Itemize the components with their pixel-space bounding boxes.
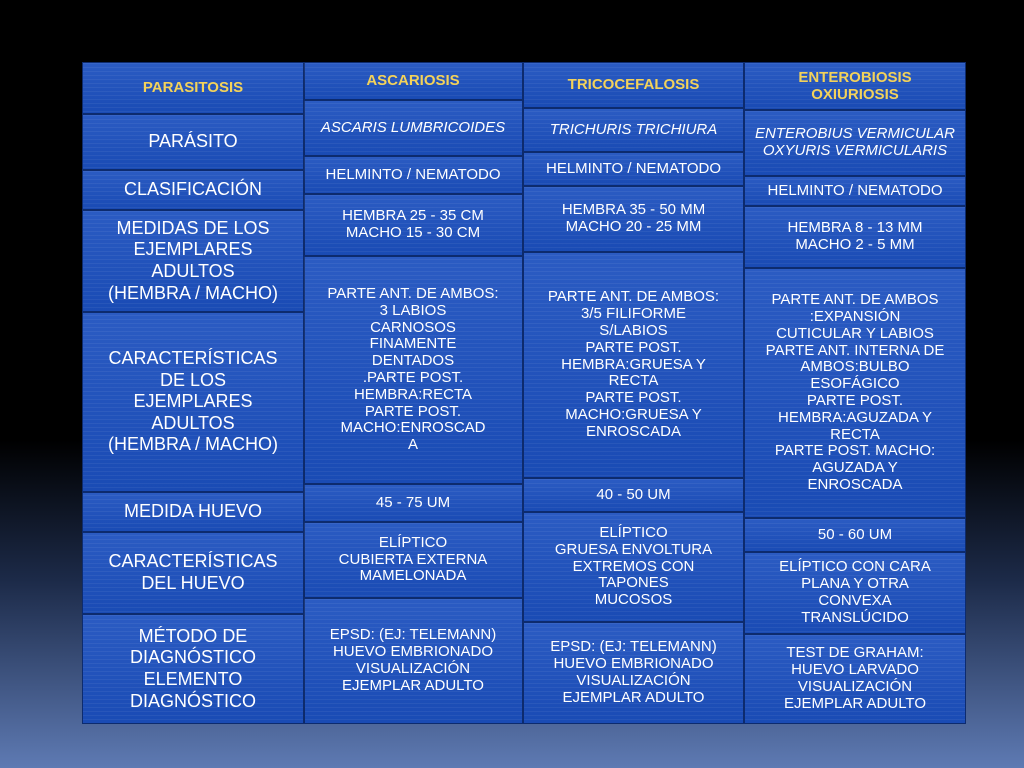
tricocefalosis-medidas: HEMBRA 35 - 50 MM MACHO 20 - 25 MM <box>524 187 743 253</box>
header-ascariosis: ASCARIOSIS <box>304 63 522 101</box>
row-label-medida-huevo: MEDIDA HUEVO <box>83 493 303 533</box>
ascariosis-caracteristicas: PARTE ANT. DE AMBOS: 3 LABIOS CARNOSOS FINAMENTE DENTADOS .PARTE POST. HEMBRA:RECTA PARTE POST. MACHO:ENROSCAD A <box>304 257 522 485</box>
header-enterobiosis: ENTEROBIOSIS OXIURIOSIS <box>745 63 965 111</box>
row-label-caracteristicas-adultos: CARACTERÍSTICAS DE LOS EJEMPLARES ADULTOS (HEMBRA / MACHO) <box>83 313 303 493</box>
row-label-clasificacion: CLASIFICACIÓN <box>83 171 303 211</box>
enterobiosis-medidas: HEMBRA 8 - 13 MM MACHO 2 - 5 MM <box>745 207 965 269</box>
ascariosis-column <box>304 63 524 723</box>
row-label-parasito: PARÁSITO <box>83 115 303 171</box>
tricocefalosis-medida-huevo: 40 - 50 UM <box>524 479 743 513</box>
ascariosis-medida-huevo: 45 - 75 UM <box>304 485 522 523</box>
row-label-caracteristicas-huevo: CARACTERÍSTICAS DEL HUEVO <box>83 533 303 615</box>
parasitosis-table <box>82 62 966 724</box>
label-column <box>83 63 305 723</box>
tricocefalosis-column <box>524 63 745 723</box>
enterobiosis-parasito: ENTEROBIUS VERMICULAR OXYURIS VERMICULARIS <box>745 111 965 177</box>
tricocefalosis-clasificacion: HELMINTO / NEMATODO <box>524 153 743 187</box>
ascariosis-clasificacion: HELMINTO / NEMATODO <box>304 157 522 195</box>
tricocefalosis-caracteristicas: PARTE ANT. DE AMBOS: 3/5 FILIFORME S/LABIOS PARTE POST. HEMBRA:GRUESA Y RECTA PARTE POST. MACHO:GRUESA Y ENROSCADA <box>524 253 743 479</box>
header-tricocefalosis: TRICOCEFALOSIS <box>524 63 743 109</box>
enterobiosis-column <box>745 63 965 723</box>
enterobiosis-caracteristicas: PARTE ANT. DE AMBOS :EXPANSIÓN CUTICULAR Y LABIOS PARTE ANT. INTERNA DE AMBOS:BULBO ESOFÁGICO PARTE POST. HEMBRA:AGUZADA Y RECTA PARTE POST. MACHO: AGUZADA Y ENROSCADA <box>745 269 965 519</box>
enterobiosis-diagnostico: TEST DE GRAHAM: HUEVO LARVADO VISUALIZACIÓN EJEMPLAR ADULTO <box>745 635 965 723</box>
enterobiosis-medida-huevo: 50 - 60 UM <box>745 519 965 553</box>
tricocefalosis-parasito: TRICHURIS TRICHIURA <box>524 109 743 153</box>
ascariosis-diagnostico: EPSD: (EJ: TELEMANN) HUEVO EMBRIONADO VISUALIZACIÓN EJEMPLAR ADULTO <box>304 599 522 723</box>
tricocefalosis-diagnostico: EPSD: (EJ: TELEMANN) HUEVO EMBRIONADO VISUALIZACIÓN EJEMPLAR ADULTO <box>524 623 743 723</box>
header-parasitosis: PARASITOSIS <box>83 63 303 115</box>
ascariosis-medidas: HEMBRA 25 - 35 CM MACHO 15 - 30 CM <box>304 195 522 257</box>
row-label-metodo-diagnostico: MÉTODO DE DIAGNÓSTICO ELEMENTO DIAGNÓSTICO <box>83 615 303 723</box>
ascariosis-caracteristicas-huevo: ELÍPTICO CUBIERTA EXTERNA MAMELONADA <box>304 523 522 599</box>
row-label-medidas: MEDIDAS DE LOS EJEMPLARES ADULTOS (HEMBRA / MACHO) <box>83 211 303 313</box>
enterobiosis-caracteristicas-huevo: ELÍPTICO CON CARA PLANA Y OTRA CONVEXA TRANSLÚCIDO <box>745 553 965 635</box>
enterobiosis-clasificacion: HELMINTO / NEMATODO <box>745 177 965 207</box>
ascariosis-parasito: ASCARIS LUMBRICOIDES <box>304 101 522 157</box>
tricocefalosis-caracteristicas-huevo: ELÍPTICO GRUESA ENVOLTURA EXTREMOS CON TAPONES MUCOSOS <box>524 513 743 623</box>
